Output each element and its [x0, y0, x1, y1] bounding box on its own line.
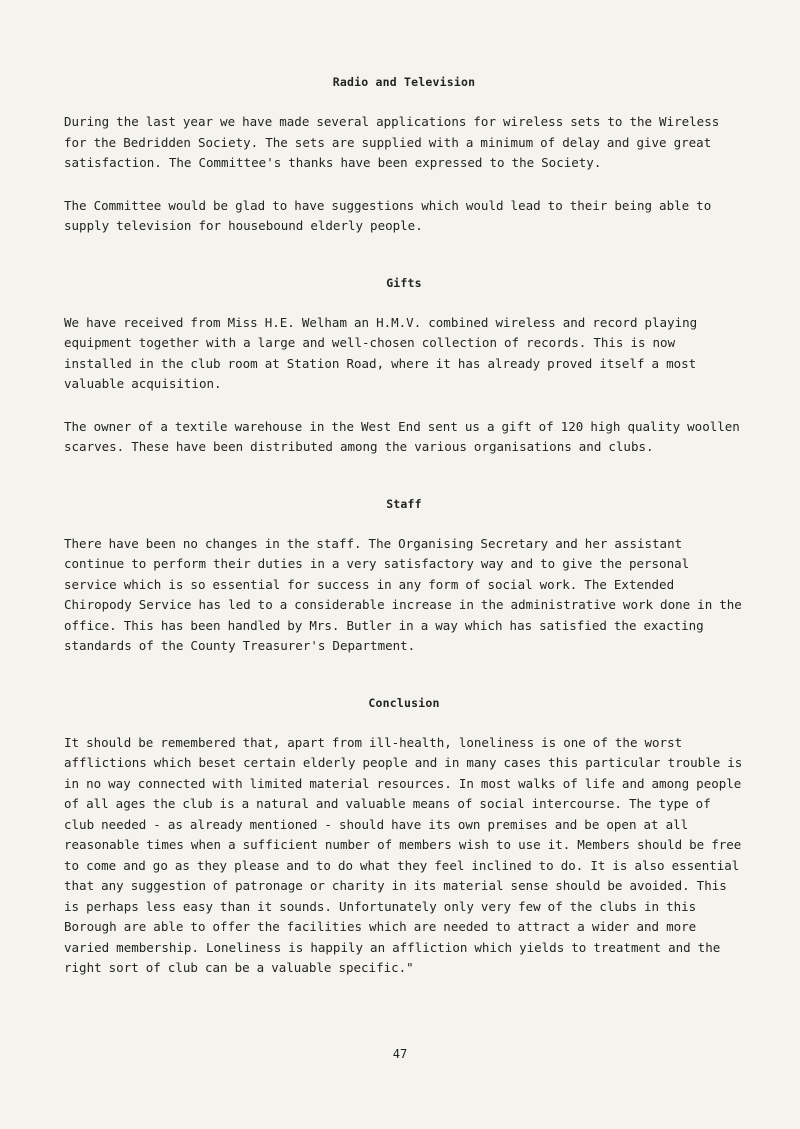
paragraph-gifts-2: The owner of a textile warehouse in the West End sent us a gift of 120 high quality woollen scarves. These have been distributed among the various organisations and clubs. [64, 418, 740, 454]
paragraph-radio-1: During the last year we have made several applications for wireless sets to the Wireless for the Bedridden Society. The sets are supplied with a minimum of delay and give great satisfaction. The Committee's thanks have been expressed to the Society. [64, 114, 720, 170]
paragraph-conclusion-1: It should be remembered that, apart from ill-health, loneliness is one of the worst afflictions which beset certain elderly people and in many cases this particular trouble is in no way connected with limited material resources. In most walks of life and among people of all ages the club is a natural and valuable means of social intercourse. The type of club needed - as already mentioned - should have its own premises and be open at all reasonable times when a sufficient number of members wish to use it. Members should be free to come and go as they please and to do what they feel inclined to do. It is also essential that any suggestion of patronage or charity in its material sense should be avoided. This is perhaps less easy than it sounds. Unfortunately only very few of the clubs in this Borough are able to offer the facilities which are needed to attract a wider and more varied membership. Loneliness is happily an affliction which yields to treatment and the right sort of club can be a valuable specific." [64, 734, 743, 975]
paragraph-gifts-1: We have received from Miss H.E. Welham an H.M.V. combined wireless and record playing equipment together with a large and well-chosen collection of records. This is now installed in the club room at Station Road, where it has already proved itself a most valuable acquisition. [64, 314, 698, 391]
paragraph-staff-1: There have been no changes in the staff. The Organising Secretary and her assistant continue to perform their duties in a very satisfactory way and to give the personal service which is so essential for success in any form of social work. The Extended Chiropody Service has led to a considerable increase in the administrative work done in the office. This has been handled by Mrs. Butler in a way which has satisfied the exacting standards of the County Treasurer's Department. [64, 535, 742, 653]
section-heading-conclusion: Conclusion [368, 695, 440, 710]
section-heading-gifts: Gifts [386, 275, 422, 290]
paragraph-radio-2: The Committee would be glad to have suggestions which would lead to their being able to supply television for housebound elderly people. [64, 197, 712, 233]
section-heading-staff: Staff [386, 496, 422, 511]
section-heading-radio-and-television: Radio and Television [332, 75, 476, 89]
document-page [64, 72, 744, 979]
page-number: 47 [392, 1047, 408, 1061]
